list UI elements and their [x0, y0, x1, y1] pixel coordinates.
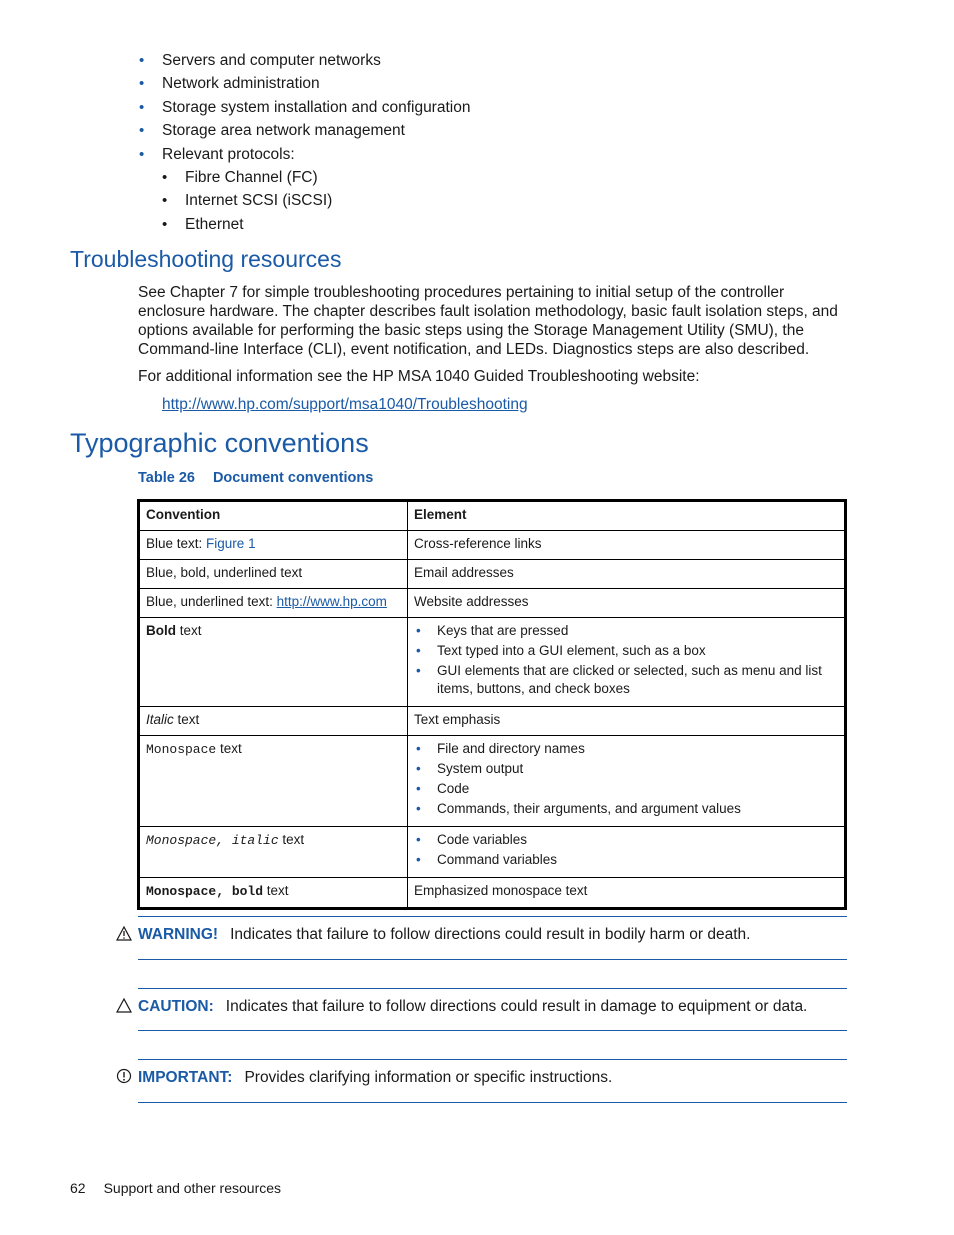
list-item: • Servers and computer networks — [139, 52, 381, 69]
table-row: Monospace text • File and directory names • System output • Code • Commands, their arguments, and argument values — [139, 736, 846, 827]
troubleshooting-link[interactable]: http://www.hp.com/support/msa1040/Troubleshooting — [162, 396, 528, 413]
bullet-icon: • — [416, 741, 421, 756]
divider — [138, 1102, 847, 1103]
list-item: • Code variables — [416, 832, 528, 847]
website-link[interactable]: http://www.hp.com — [276, 594, 387, 609]
conventions-table — [137, 499, 847, 910]
bullet-icon: • — [416, 623, 421, 638]
divider — [138, 1030, 847, 1031]
list-item: • GUI elements that are clicked or selected, such as menu and list items, buttons, and check boxes — [416, 663, 822, 696]
bullet-icon: • — [139, 122, 145, 139]
list-item: • Relevant protocols: — [139, 146, 295, 163]
divider — [138, 959, 847, 960]
bullet-icon: • — [139, 75, 145, 92]
table-row: Monospace, italic text • Code variables • Command variables — [139, 827, 846, 878]
page-number: 62 — [70, 1180, 86, 1196]
additional-info-text: For additional information see the HP MSA 1040 Guided Troubleshooting website: — [138, 368, 700, 385]
bullet-icon: • — [416, 801, 421, 816]
caution-icon — [116, 998, 134, 1019]
column-header-element: Element — [408, 501, 846, 531]
bullet-icon: • — [416, 852, 421, 867]
page-footer — [70, 1180, 281, 1196]
list-item: • Keys that are pressed — [416, 623, 569, 638]
table-row: Monospace, bold text Emphasized monospace text — [139, 878, 846, 909]
bullet-icon: • — [139, 99, 145, 116]
table-caption: Table 26 Document conventions — [138, 470, 374, 486]
table-header-row — [139, 501, 846, 531]
bullet-icon: • — [416, 761, 421, 776]
bullet-icon: • — [162, 169, 168, 186]
table-row: Blue, bold, underlined text Email addresses — [139, 560, 846, 589]
important-icon — [116, 1068, 134, 1090]
warning-icon — [116, 926, 134, 947]
table-row: Blue text: Figure 1 Cross-reference links — [139, 531, 846, 560]
footer-section-title: Support and other resources — [103, 1180, 282, 1196]
table-row: Blue, underlined text: http://www.hp.com Website addresses — [139, 589, 846, 618]
important-notice: IMPORTANT: Provides clarifying information or specific instructions. — [116, 1068, 612, 1090]
sub-list-item: • Fibre Channel (FC) — [162, 169, 318, 186]
bullet-icon: • — [162, 192, 168, 209]
bullet-icon: • — [416, 643, 421, 658]
caution-notice: CAUTION: Indicates that failure to follow directions could result in damage to equipment or data. — [116, 997, 807, 1019]
list-item: • File and directory names — [416, 741, 585, 756]
section-heading-troubleshooting: Troubleshooting resources — [70, 246, 342, 272]
list-item: • Network administration — [139, 75, 320, 92]
bullet-icon: • — [162, 216, 168, 233]
figure-link[interactable]: Figure 1 — [206, 536, 256, 551]
list-item: • Text typed into a GUI element, such as a box — [416, 643, 706, 658]
bullet-icon: • — [139, 146, 145, 163]
table-row: Italic text Text emphasis — [139, 707, 846, 736]
bullet-icon: • — [416, 832, 421, 847]
divider — [138, 1059, 847, 1060]
divider — [138, 916, 847, 917]
sub-list-item: • Internet SCSI (iSCSI) — [162, 192, 333, 209]
bullet-icon: • — [139, 52, 145, 69]
section-heading-typographic: Typographic conventions — [70, 428, 369, 458]
list-item: • Command variables — [416, 852, 558, 867]
list-item: • Storage system installation and configuration — [139, 99, 471, 116]
bullet-icon: • — [416, 663, 421, 678]
list-item: • System output — [416, 761, 524, 776]
divider — [138, 988, 847, 989]
troubleshooting-paragraph: See Chapter 7 for simple troubleshooting procedures pertaining to initial setup of the controller enclosure hardware. The chapter describes fault isolation methodology, basic fault isolation steps, and options available for performing the basic steps using the Storage Management Utility (SMU), the Command-line Interface (CLI), event notification, and LEDs. Diagnostics steps are also described. — [138, 284, 838, 358]
list-item: • Storage area network management — [139, 122, 405, 139]
column-header-convention: Convention — [139, 501, 408, 531]
list-item: • Commands, their arguments, and argument values — [416, 801, 741, 816]
bullet-icon: • — [416, 781, 421, 796]
warning-notice: WARNING! Indicates that failure to follow directions could result in bodily harm or death. — [116, 925, 750, 947]
table-row: Bold text • Keys that are pressed • Text typed into a GUI element, such as a box • GUI elements that are clicked or selected, such as menu and list items, buttons, and check boxes — [139, 618, 846, 707]
sub-list-item: • Ethernet — [162, 216, 244, 233]
list-item: • Code — [416, 781, 470, 796]
